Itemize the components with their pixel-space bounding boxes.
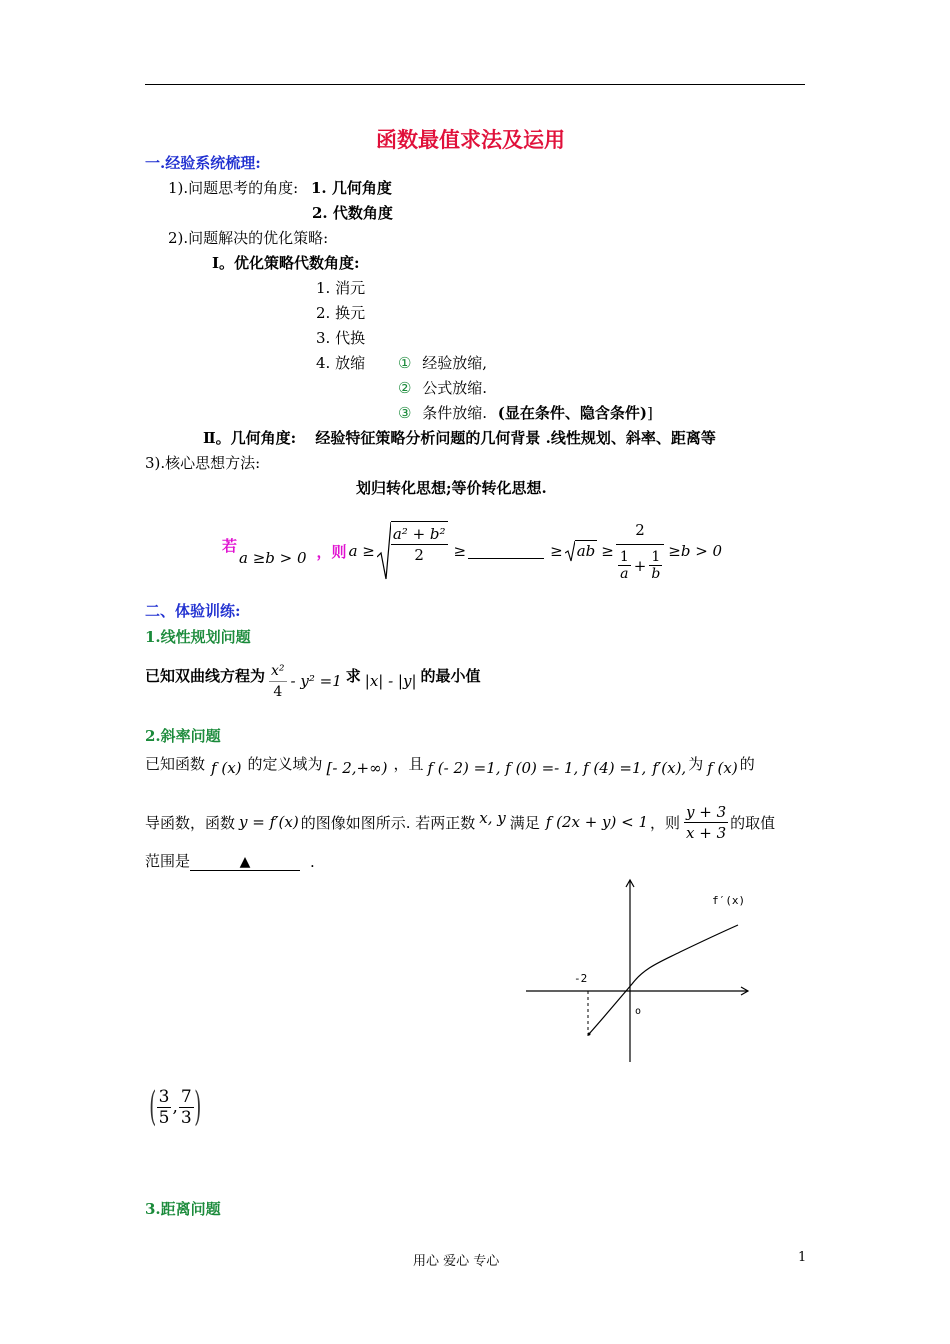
shrink-marker-1: ①	[398, 354, 412, 372]
p2-fprime: f′(x),	[652, 759, 687, 777]
item3: 3).核心思想方法:	[145, 454, 261, 472]
section1-heading: 一.经验系统梳理:	[145, 154, 261, 172]
answer-fraction-2	[179, 1087, 194, 1128]
problem3-heading: 3.距离问题	[145, 1200, 221, 1218]
strategy1-heading: Ⅰ。优化策略代数角度:	[212, 254, 360, 272]
sqrt-quadratic-mean	[377, 521, 448, 581]
harmonic-den-a: a	[620, 566, 629, 582]
harmonic-term-b	[649, 549, 662, 582]
problem2-heading: 2.斜率问题	[145, 727, 221, 745]
shrink-marker-2: ②	[398, 379, 412, 397]
harmonic-denominator	[616, 545, 664, 582]
shrink-text-3: 条件放缩.	[422, 404, 488, 422]
answer-num-1: 3	[158, 1086, 170, 1107]
footer-slogan: 用心 爱心 专心	[413, 1254, 500, 1269]
strategy-4: 4. 放缩	[316, 354, 366, 372]
answer-den-2: 3	[180, 1107, 192, 1128]
p2-domain: [- 2,+∞)	[326, 759, 388, 777]
formula-if: 若	[222, 536, 238, 555]
formula-then: ，则	[316, 542, 347, 561]
formula-a: a ≥	[348, 542, 375, 560]
p2-values: f (- 2) =1, f (0) =- 1, f (4) =1,	[427, 759, 647, 777]
label-neg2: -2	[574, 972, 588, 985]
strategy-1: 1. 消元	[316, 279, 366, 297]
sqrt-denominator: 2	[414, 546, 424, 564]
shrink-marker-3: ③	[398, 404, 412, 422]
p2-line2-a: 导函数，函数	[145, 813, 236, 832]
problem2-line3	[145, 850, 315, 871]
strategy-3: 3. 代换	[316, 329, 366, 347]
problem1-equation: - y² =1	[290, 672, 342, 690]
item1-geometry: 1. 几何角度	[311, 179, 392, 197]
answer-blank	[190, 854, 300, 871]
item2: 2).问题解决的优化策略:	[168, 229, 329, 247]
p2-line2-e: 的取值	[730, 813, 776, 832]
p2-line2-c: 满足	[509, 813, 540, 832]
p2-ratio-den: x + 3	[686, 823, 727, 842]
inequality-chain	[222, 512, 722, 590]
formula-ge-3: ≥	[601, 542, 614, 560]
item1	[168, 177, 392, 198]
curve-label: f′(x)	[712, 894, 746, 907]
harmonic-term-a	[618, 549, 631, 582]
problem1-ask: 求	[345, 666, 361, 685]
problem1	[145, 656, 481, 706]
shrink-2	[398, 377, 487, 398]
problem1-fraction	[269, 661, 287, 702]
answer-den-1: 5	[158, 1107, 170, 1128]
p2-fx: f (x)	[211, 759, 242, 777]
p2-inequality: f (2x + y) < 1	[545, 813, 649, 831]
p2-wei: 为	[688, 754, 704, 773]
formula-blank	[468, 544, 544, 559]
problem1-denominator: 4	[273, 683, 283, 700]
strategy2-heading: Ⅱ。几何角度:	[203, 429, 297, 447]
p2-line2-b: 的图像如图所示. 若两正数	[300, 813, 476, 832]
section2-heading: 二、体验训练:	[145, 602, 241, 620]
core-idea: 划归转化思想;等价转化思想.	[356, 479, 547, 497]
p2-period: .	[310, 853, 315, 871]
p2-line3: 范围是	[145, 852, 191, 870]
p2-de: 的	[739, 754, 755, 773]
problem1-heading: 1.线性规划问题	[145, 628, 251, 646]
harmonic-numerator: 2	[616, 520, 664, 545]
p2-fx2: f (x)	[707, 759, 738, 777]
p2-xy: x, y	[479, 809, 506, 827]
page-title: 函数最值求法及运用	[376, 127, 565, 152]
p2-ratio	[684, 802, 728, 843]
shrink-text-2: 公式放缩.	[422, 379, 488, 397]
problem2-line2	[145, 798, 775, 846]
header-rule	[145, 84, 805, 85]
formula-condition: a ≥b > 0	[239, 549, 307, 567]
radical-sign-small	[565, 540, 575, 562]
origin-label: o	[635, 1006, 642, 1017]
formula-ge-1: ≥	[453, 542, 467, 560]
harmonic-mean	[616, 520, 664, 582]
p2-ratio-num: y + 3	[686, 802, 727, 821]
harmonic-plus: +	[633, 556, 647, 575]
answer-fraction-1	[157, 1087, 172, 1128]
harmonic-one-b: 1	[649, 549, 662, 566]
p2-text-a: 已知函数	[145, 754, 206, 773]
derivative-curve	[589, 925, 738, 1034]
sqrt-ab: ab	[576, 542, 596, 560]
p2-text-c: ，且	[393, 754, 424, 773]
shrink-bracket: ]	[647, 404, 653, 422]
problem2-line1	[145, 752, 755, 784]
strategy-2: 2. 换元	[316, 304, 366, 322]
sqrt-geometric-mean	[565, 540, 598, 562]
shrink-conditions: (显在条件、隐含条件)	[497, 404, 647, 422]
harmonic-one-a: 1	[619, 549, 629, 565]
strategy2-text: 经验特征策略分析问题的几何背景 .线性规划、斜率、距离等	[315, 429, 716, 447]
derivative-graph	[520, 876, 760, 1066]
problem1-end: 的最小值	[420, 666, 481, 685]
answer-num-2: 7	[180, 1086, 192, 1107]
blank-triangle: ▲	[239, 854, 251, 870]
curve-endpoint	[588, 1033, 591, 1036]
radical-sign	[377, 521, 391, 581]
strategy2	[203, 427, 716, 448]
item1-algebra: 2. 代数角度	[312, 204, 393, 222]
p2-text-b: 的定义域为	[247, 754, 323, 773]
formula-ge-2: ≥	[550, 542, 563, 560]
sqrt-fraction	[391, 521, 448, 581]
problem1-text: 已知双曲线方程为	[145, 666, 266, 685]
answer-comma: ,	[172, 1097, 178, 1117]
page-number: 1	[798, 1250, 807, 1265]
answer-interval	[145, 1083, 205, 1131]
p2-line2-d: ，则	[650, 813, 681, 832]
problem1-numerator: x²	[269, 661, 287, 682]
shrink-3	[398, 402, 653, 423]
sqrt-numerator: a² + b²	[392, 525, 446, 543]
p2-y-fprime: y = f′(x)	[239, 813, 299, 831]
shrink-1	[398, 352, 487, 373]
problem1-abs-expr: |x| - |y|	[364, 672, 417, 690]
formula-tail: ≥b > 0	[668, 542, 723, 560]
left-paren: (	[149, 1084, 157, 1130]
item1-prefix: 1).问题思考的角度:	[168, 179, 299, 197]
right-paren: )	[193, 1084, 201, 1130]
shrink-text-1: 经验放缩,	[422, 354, 488, 372]
harmonic-den-b: b	[651, 566, 661, 582]
